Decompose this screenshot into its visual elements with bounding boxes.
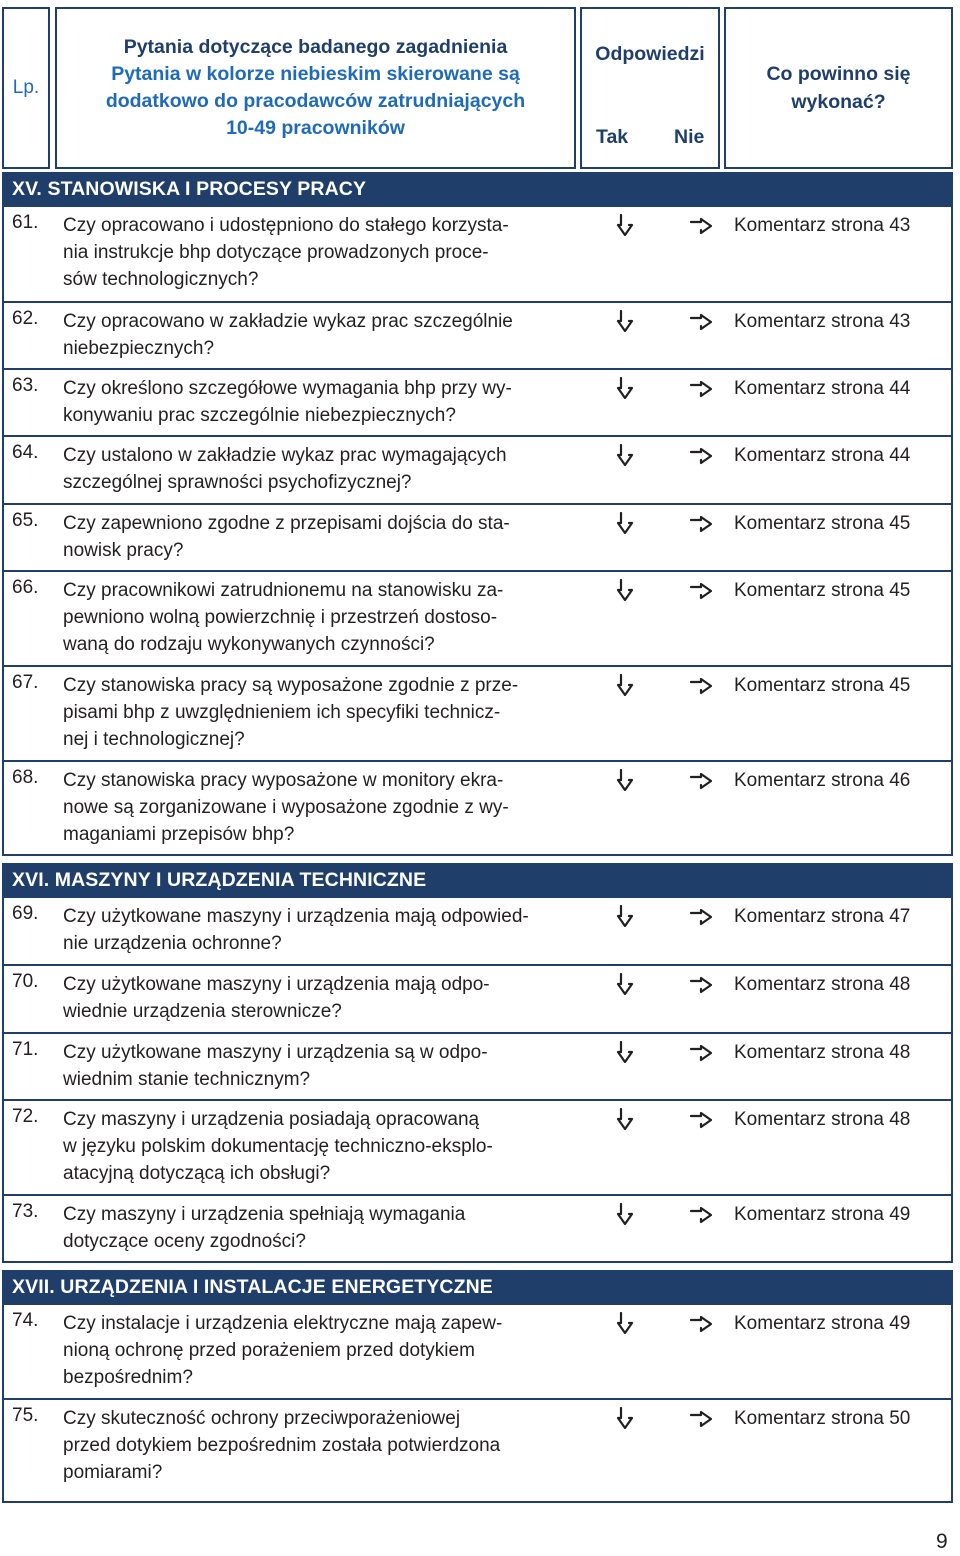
comment-reference: Komentarz strona 44 — [734, 445, 911, 466]
comment-reference: Komentarz strona 44 — [734, 378, 911, 399]
arrow-down-icon — [616, 769, 634, 791]
question-line: pisami bhp z uwzględnieniem ich specyfiki technicz- — [63, 702, 501, 723]
question-line: Czy skuteczność ochrony przeciwporażeniowej — [63, 1408, 461, 1429]
row-number: 67. — [12, 672, 39, 693]
question-line: Czy opracowano w zakładzie wykaz prac szczególnie — [63, 311, 513, 332]
header-questions-title: Pytania dotyczące badanego zagadnienia — [123, 36, 508, 58]
arrow-right-icon — [690, 380, 712, 398]
question-line: niebezpiecznych? — [63, 338, 215, 359]
arrow-down-icon — [616, 1108, 634, 1130]
question-text — [63, 1201, 573, 1255]
arrow-down-icon — [616, 1203, 634, 1225]
row-number: 75. — [12, 1405, 39, 1426]
table-row — [2, 1400, 953, 1503]
table-row — [2, 303, 953, 370]
question-line: pomiarami? — [63, 1462, 163, 1483]
arrow-down-icon — [616, 214, 634, 236]
comment-reference: Komentarz strona 43 — [734, 215, 911, 236]
table-row — [2, 505, 953, 572]
comment-reference: Komentarz strona 48 — [734, 974, 911, 995]
question-line: Czy stanowiska pracy są wyposażone zgodnie z prze- — [63, 675, 519, 696]
header-answers — [580, 7, 720, 169]
arrow-right-icon — [690, 1315, 712, 1333]
arrow-right-icon — [690, 582, 712, 600]
question-line: Czy opracowano i udostępniono do stałego korzysta- — [63, 215, 509, 236]
question-line: pewniono wolną powierzchnię i przestrzeń dostoso- — [63, 607, 498, 628]
table-row — [2, 1305, 953, 1400]
header-lp — [2, 7, 50, 169]
section-header: XV. STANOWISKA I PROCESY PRACY — [2, 172, 953, 207]
arrow-right-icon — [690, 908, 712, 926]
header-questions — [55, 7, 576, 169]
arrow-down-icon — [616, 1041, 634, 1063]
arrow-right-icon — [690, 447, 712, 465]
arrow-right-icon — [690, 976, 712, 994]
row-number: 61. — [12, 212, 39, 233]
question-line: konywaniu prac szczególnie niebezpiecznych? — [63, 405, 456, 426]
table-row — [2, 966, 953, 1034]
arrow-right-icon — [690, 772, 712, 790]
arrow-down-icon — [616, 377, 634, 399]
arrow-down-icon — [616, 1407, 634, 1429]
question-text — [63, 577, 573, 658]
question-line: Czy użytkowane maszyny i urządzenia mają odpowied- — [63, 906, 529, 927]
arrow-right-icon — [690, 1111, 712, 1129]
table-border-left — [2, 1305, 4, 1503]
arrow-down-icon — [616, 579, 634, 601]
comment-reference: Komentarz strona 50 — [734, 1408, 911, 1429]
arrow-down-icon — [616, 310, 634, 332]
question-line: bezpośrednim? — [63, 1367, 193, 1388]
question-line: nioną ochronę przed porażeniem przed dotykiem — [63, 1340, 475, 1361]
question-line: wiednie urządzenia sterownicze? — [63, 1001, 342, 1022]
question-line: szczególnej sprawności psychofizycznej? — [63, 472, 412, 493]
question-line: nowe są zorganizowane i wyposażone zgodnie z wy- — [63, 797, 509, 818]
question-line: Czy stanowiska pracy wyposażone w monitory ekra- — [63, 770, 504, 791]
question-text — [63, 1106, 573, 1187]
table-border-right — [951, 1305, 953, 1503]
comment-reference: Komentarz strona 49 — [734, 1313, 911, 1334]
arrow-right-icon — [690, 1410, 712, 1428]
header-what-1: Co powinno się — [766, 63, 911, 85]
row-number: 69. — [12, 903, 39, 924]
question-line: wiednim stanie technicznym? — [63, 1069, 311, 1090]
arrow-down-icon — [616, 444, 634, 466]
table-row — [2, 207, 953, 303]
row-number: 68. — [12, 767, 39, 788]
question-line: nie urządzenia ochronne? — [63, 933, 282, 954]
table-border-right — [951, 207, 953, 856]
row-number: 71. — [12, 1039, 39, 1060]
comment-reference: Komentarz strona 48 — [734, 1109, 911, 1130]
question-text — [63, 767, 573, 848]
question-line: sów technologicznych? — [63, 269, 259, 290]
comment-reference: Komentarz strona 48 — [734, 1042, 911, 1063]
arrow-right-icon — [690, 1206, 712, 1224]
question-line: Czy użytkowane maszyny i urządzenia mają odpo- — [63, 974, 490, 995]
question-text — [63, 442, 573, 496]
question-text — [63, 212, 573, 293]
row-number: 66. — [12, 577, 39, 598]
question-line: Czy określono szczegółowe wymagania bhp przy wy- — [63, 378, 512, 399]
question-text — [63, 1405, 573, 1486]
table-border-left — [2, 898, 4, 1263]
question-text — [63, 971, 573, 1025]
question-line: nia instrukcje bhp dotyczące prowadzonych proce- — [63, 242, 489, 263]
row-number: 64. — [12, 442, 39, 463]
table-row — [2, 667, 953, 762]
table-row — [2, 1034, 953, 1101]
row-number: 63. — [12, 375, 39, 396]
comment-reference: Komentarz strona 47 — [734, 906, 911, 927]
header-nie: Nie — [674, 126, 705, 148]
header-answers-title: Odpowiedzi — [595, 43, 705, 65]
question-text — [63, 375, 573, 429]
question-line: Czy zapewniono zgodne z przepisami dojścia do sta- — [63, 513, 510, 534]
header-lp-label: Lp. — [12, 77, 40, 98]
section-header: XVII. URZĄDZENIA I INSTALACJE ENERGETYCZNE — [2, 1270, 953, 1305]
question-line: nej i technologicznej? — [63, 729, 245, 750]
question-text — [63, 903, 573, 957]
table-border-right — [951, 898, 953, 1263]
row-number: 70. — [12, 971, 39, 992]
question-line: przed dotykiem bezpośrednim została potwierdzona — [63, 1435, 501, 1456]
arrow-right-icon — [690, 677, 712, 695]
table-row — [2, 898, 953, 966]
table-row — [2, 1101, 953, 1196]
comment-reference: Komentarz strona 46 — [734, 770, 911, 791]
table-row — [2, 1196, 953, 1263]
header-what-to-do — [724, 7, 953, 169]
comment-reference: Komentarz strona 45 — [734, 513, 911, 534]
row-number: 74. — [12, 1310, 39, 1331]
comment-reference: Komentarz strona 43 — [734, 311, 911, 332]
question-line: nowisk pracy? — [63, 540, 184, 561]
question-text — [63, 1039, 573, 1093]
comment-reference: Komentarz strona 45 — [734, 675, 911, 696]
arrow-down-icon — [616, 973, 634, 995]
arrow-down-icon — [616, 905, 634, 927]
row-number: 62. — [12, 308, 39, 329]
header-questions-sub-3: 10-49 pracowników — [226, 117, 405, 139]
header-questions-sub-1: Pytania w kolorze niebieskim skierowane są — [111, 63, 520, 85]
question-text — [63, 1310, 573, 1391]
question-line: dotyczące oceny zgodności? — [63, 1231, 306, 1252]
row-number: 73. — [12, 1201, 39, 1222]
arrow-right-icon — [690, 515, 712, 533]
header-what-2: wykonać? — [791, 91, 886, 113]
question-text — [63, 510, 573, 564]
question-line: waną do rodzaju wykonywanych czynności? — [63, 634, 435, 655]
comment-reference: Komentarz strona 45 — [734, 580, 911, 601]
header-tak: Tak — [596, 126, 629, 148]
question-line: Czy użytkowane maszyny i urządzenia są w odpo- — [63, 1042, 488, 1063]
question-text — [63, 308, 573, 362]
arrow-right-icon — [690, 1044, 712, 1062]
table-border-left — [2, 207, 4, 856]
arrow-right-icon — [690, 313, 712, 331]
arrow-down-icon — [616, 1312, 634, 1334]
question-line: Czy maszyny i urządzenia posiadają opracowaną — [63, 1109, 480, 1130]
table-row — [2, 572, 953, 667]
question-line: Czy maszyny i urządzenia spełniają wymagania — [63, 1204, 466, 1225]
question-line: atacyjną dotyczącą ich obsługi? — [63, 1163, 331, 1184]
table-row — [2, 437, 953, 505]
row-number: 72. — [12, 1106, 39, 1127]
comment-reference: Komentarz strona 49 — [734, 1204, 911, 1225]
section-header: XVI. MASZYNY I URZĄDZENIA TECHNICZNE — [2, 863, 953, 898]
row-number: 65. — [12, 510, 39, 531]
question-line: Czy pracownikowi zatrudnionemu na stanowisku za- — [63, 580, 504, 601]
question-text — [63, 672, 573, 753]
question-line: Czy ustalono w zakładzie wykaz prac wymagających — [63, 445, 507, 466]
question-line: Czy instalacje i urządzenia elektryczne mają zapew- — [63, 1313, 503, 1334]
arrow-right-icon — [690, 217, 712, 235]
table-row — [2, 370, 953, 437]
page-number: 9 — [936, 1530, 948, 1553]
arrow-down-icon — [616, 674, 634, 696]
question-line: maganiami przepisów bhp? — [63, 824, 295, 845]
header-questions-sub-2: dodatkowo do pracodawców zatrudniających — [105, 90, 526, 112]
table-row — [2, 762, 953, 856]
arrow-down-icon — [616, 512, 634, 534]
question-line: w języku polskim dokumentację techniczno-eksplo- — [63, 1136, 493, 1157]
